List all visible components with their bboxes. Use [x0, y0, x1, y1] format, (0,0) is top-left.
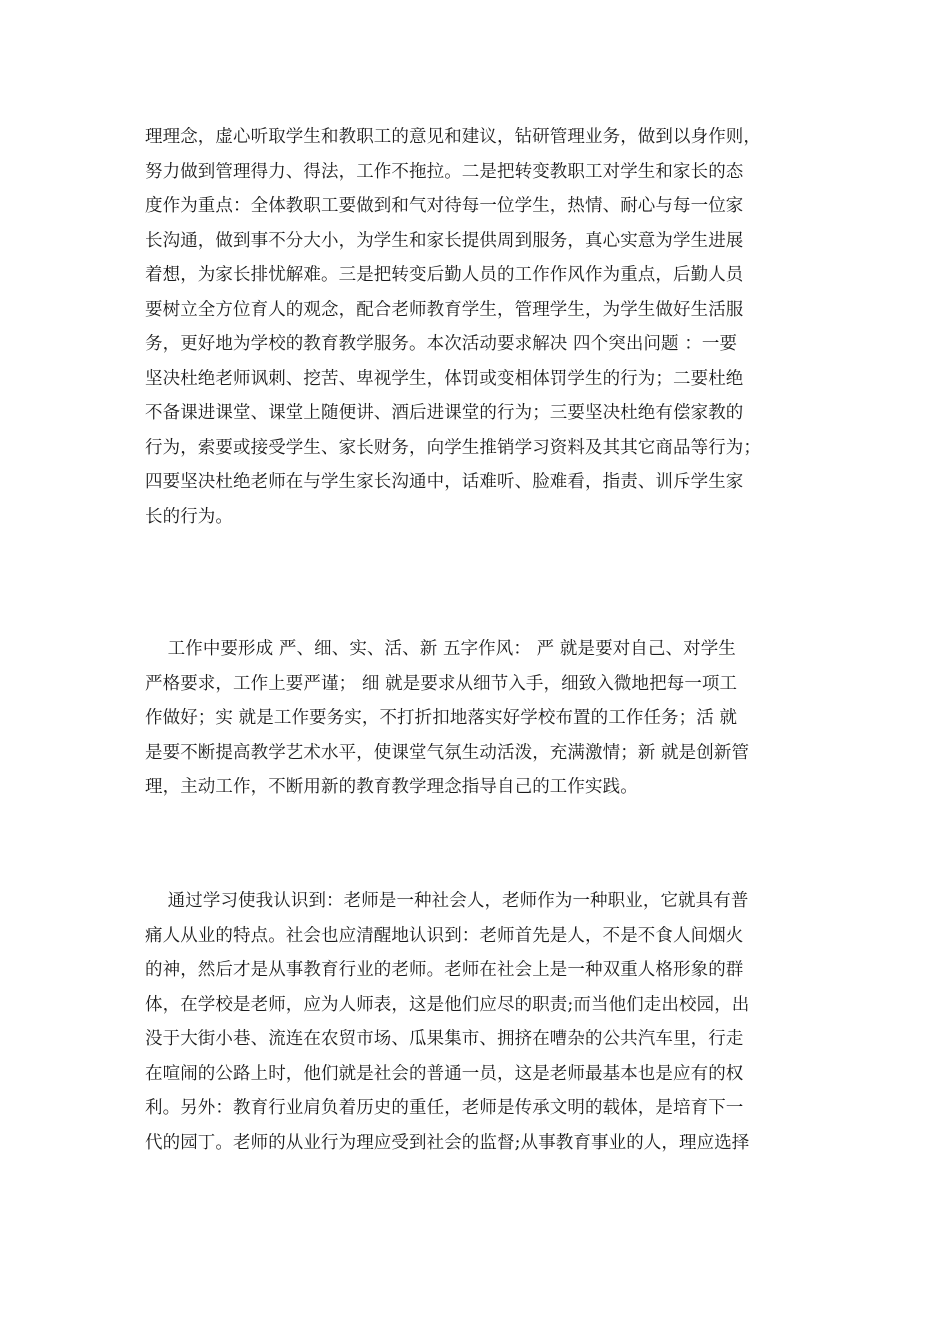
text-line: 的神，然后才是从事教育行业的老师。老师在社会上是一种双重人格形象的群	[145, 960, 744, 980]
text-line: 通过学习使我认识到：老师是一种社会人，老师作为一种职业，它就具有普	[145, 891, 749, 911]
text-line: 代的园丁。老师的从业行为理应受到社会的监督;从事教育事业的人，理应选择	[145, 1132, 750, 1153]
text-line: 长沟通，做到事不分大小，为学生和家长提供周到服务，真心实意为学生进展	[145, 230, 744, 251]
text-line: 没于大街小巷、流连在农贸市场、瓜果集市、拥挤在嘈杂的公共汽车里，行走	[145, 1029, 744, 1049]
text-line: 务，更好地为学校的教育教学服务。本次活动要求解决 四个突出问题 ：一要	[145, 334, 738, 354]
text-line: 工作中要形成 严、细、实、活、新 五字作风： 严 就是要对自己、对学生	[145, 639, 736, 659]
text-line: 理理念，虚心听取学生和教职工的意见和建议，钻研管理业务，做到以身作则，	[145, 127, 761, 147]
text-line: 利。另外：教育行业肩负着历史的重任，老师是传承文明的载体，是培育下一	[145, 1098, 744, 1118]
text-line: 在喧闹的公路上时，他们就是社会的普通一员，这是老师最基本也是应有的权	[145, 1063, 744, 1084]
text-line: 着想，为家长排忧解难。三是把转变后勤人员的工作作风作为重点，后勤人员	[145, 265, 744, 285]
paragraph-five-character-style	[145, 632, 749, 805]
text-line: 努力做到管理得力、得法，工作不拖拉。二是把转变教职工对学生和家长的态	[145, 161, 744, 182]
text-line: 不备课进课堂、课堂上随便讲、酒后进课堂的行为；三要坚决杜绝有偿家教的	[145, 403, 744, 423]
text-line: 痛人从业的特点。社会也应清醒地认识到：老师首先是人，不是不食人间烟火	[145, 925, 744, 946]
text-line: 要树立全方位育人的观念，配合老师教育学生，管理学生，为学生做好生活服	[145, 299, 744, 320]
paragraph-teacher-as-social-person	[145, 884, 749, 1160]
text-line: 严格要求，工作上要严谨； 细 就是要求从细节入手，细致入微地把每一项工	[145, 673, 738, 694]
text-line: 体，在学校是老师，应为人师表，这是他们应尽的职责;而当他们走出校园，出	[145, 994, 750, 1015]
text-line: 行为，索要或接受学生、家长财务，向学生推销学习资料及其其它商品等行为；	[145, 437, 761, 458]
text-line: 长的行为。	[145, 506, 233, 527]
text-line: 理，主动工作，不断用新的教育教学理念指导自己的工作实践。	[145, 777, 638, 797]
text-line: 作做好；实 就是工作要务实，不打折扣地落实好学校布置的工作任务；活 就	[145, 708, 738, 728]
text-line: 坚决杜绝老师讽刺、挖苦、卑视学生，体罚或变相体罚学生的行为；二要杜绝	[145, 368, 744, 389]
text-line: 四要坚决杜绝老师在与学生家长沟通中，话难听、脸难看，指责、训斥学生家	[145, 472, 744, 492]
text-line: 是要不断提高教学艺术水平，使课堂气氛生动活泼，充满激情；新 就是创新管	[145, 742, 750, 763]
text-line: 度作为重点：全体教职工要做到和气对待每一位学生，热情、耐心与每一位家	[145, 196, 744, 216]
paragraph-management-reform	[145, 120, 761, 534]
